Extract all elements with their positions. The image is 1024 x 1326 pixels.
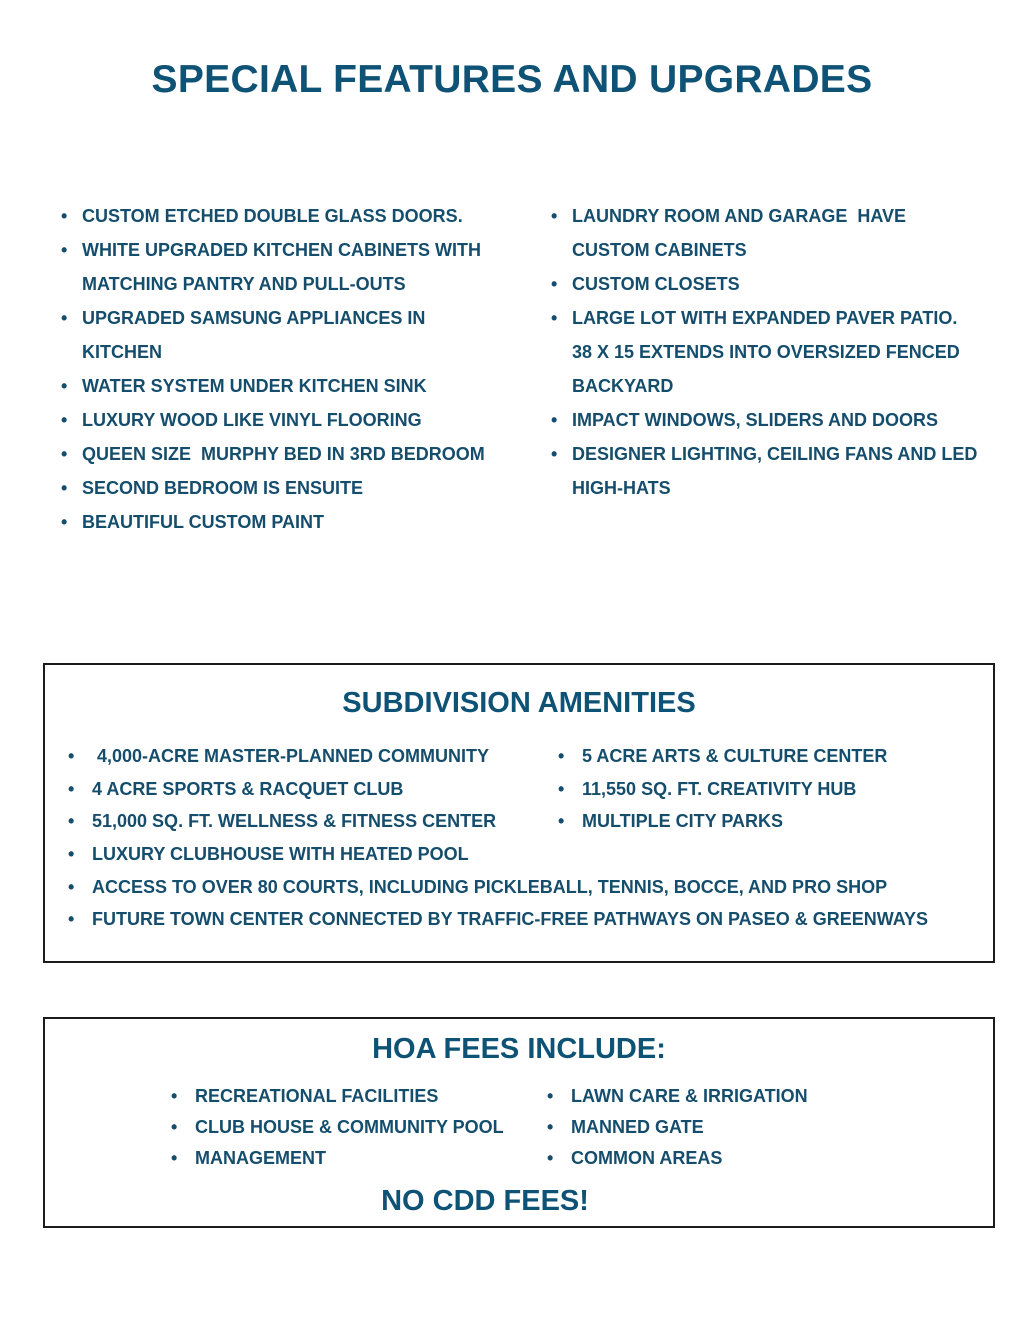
page-title: SPECIAL FEATURES AND UPGRADES	[151, 58, 873, 101]
bullet-icon: •	[61, 512, 68, 532]
bullet-icon: •	[61, 410, 68, 430]
hoa-item	[547, 1081, 808, 1112]
bullet-icon: •	[68, 811, 75, 832]
bullet-icon: •	[547, 1086, 554, 1106]
list-item-text: IMPACT WINDOWS, SLIDERS AND DOORS	[572, 410, 938, 430]
bullet-icon: •	[547, 1117, 554, 1137]
bullet-icon: •	[171, 1148, 178, 1168]
hoa-list-left	[171, 1081, 504, 1174]
list-item-text: RECREATIONAL FACILITIES	[195, 1086, 439, 1106]
bullet-icon: •	[171, 1117, 178, 1137]
list-item-text: 38 X 15 EXTENDS INTO OVERSIZED FENCED	[572, 342, 960, 362]
amenity-item	[68, 871, 928, 904]
list-item-text: ACCESS TO OVER 80 COURTS, INCLUDING PICKLEBALL, TENNIS, BOCCE, AND PRO SHOP	[92, 876, 888, 897]
hoa-title: HOA FEES INCLUDE:	[372, 1033, 666, 1065]
list-item-text: LAWN CARE & IRRIGATION	[571, 1086, 808, 1106]
list-item-text: BEAUTIFUL CUSTOM PAINT	[82, 512, 324, 532]
hoa-item	[547, 1112, 808, 1143]
list-item-text: MANAGEMENT	[195, 1148, 326, 1168]
bullet-icon: •	[171, 1086, 178, 1106]
list-item-text: SECOND BEDROOM IS ENSUITE	[82, 478, 364, 498]
bullet-icon: •	[68, 844, 75, 864]
amenity-item	[558, 740, 888, 773]
list-item-text: FUTURE TOWN CENTER CONNECTED BY TRAFFIC-FREE PATHWAYS ON PASEO & GREENWAYS	[92, 909, 929, 930]
amenity-item	[558, 773, 887, 806]
feature-item	[61, 233, 532, 301]
list-item-text: 5 ACRE ARTS & CULTURE CENTER	[582, 746, 888, 766]
list-item-text: MATCHING PANTRY AND PULL-OUTS	[82, 274, 406, 294]
bullet-icon: •	[551, 308, 558, 328]
feature-item	[61, 301, 532, 369]
feature-item	[551, 437, 1012, 505]
amenity-item	[558, 805, 887, 838]
amenity-item	[68, 838, 928, 871]
feature-item	[551, 301, 1012, 403]
bullet-icon: •	[547, 1148, 554, 1168]
bullet-icon: •	[61, 478, 68, 498]
list-item-text: LUXURY WOOD LIKE VINYL FLOORING	[82, 410, 422, 430]
list-item-text: CUSTOM CABINETS	[572, 240, 747, 260]
amenity-item	[68, 773, 496, 806]
bullet-icon: •	[551, 410, 558, 430]
list-item-text: MULTIPLE CITY PARKS	[582, 811, 784, 832]
amenity-item	[68, 805, 497, 838]
bullet-icon: •	[551, 206, 558, 226]
bullet-icon: •	[61, 444, 68, 464]
bullet-icon: •	[61, 308, 68, 328]
bullet-icon: •	[68, 909, 75, 930]
feature-item	[551, 267, 1012, 301]
list-item-text: WATER SYSTEM UNDER KITCHEN SINK	[82, 376, 427, 396]
bullet-icon: •	[558, 811, 565, 832]
bullet-icon: •	[61, 206, 68, 226]
list-item-text: MANNED GATE	[571, 1117, 704, 1137]
list-item-text: 51,000 SQ. FT. WELLNESS & FITNESS CENTER	[92, 811, 497, 832]
list-item-text: CUSTOM CLOSETS	[572, 274, 740, 294]
list-item-text: LAUNDRY ROOM AND GARAGE HAVE	[572, 206, 907, 226]
list-item-text: CLUB HOUSE & COMMUNITY POOL	[195, 1117, 504, 1137]
hoa-box	[43, 1017, 995, 1228]
amenities-list-left	[68, 740, 497, 838]
feature-item	[551, 199, 1012, 267]
list-item-text: LUXURY CLUBHOUSE WITH HEATED POOL	[92, 844, 469, 864]
hoa-item	[547, 1143, 808, 1174]
bullet-icon: •	[68, 746, 75, 766]
list-item-text: UPGRADED SAMSUNG APPLIANCES IN	[82, 308, 426, 328]
feature-item	[61, 199, 532, 233]
bullet-icon: •	[68, 778, 75, 799]
bullet-icon: •	[551, 274, 558, 294]
bullet-icon: •	[558, 778, 565, 799]
list-item-text: KITCHEN	[82, 342, 162, 362]
amenities-list-right	[558, 740, 888, 838]
list-item-text: 4,000-ACRE MASTER-PLANNED COMMUNITY	[92, 746, 490, 766]
hoa-list-right	[547, 1081, 808, 1174]
feature-item	[61, 505, 532, 539]
list-item-text: WHITE UPGRADED KITCHEN CABINETS WITH	[82, 240, 481, 260]
feature-item	[551, 403, 1012, 437]
amenities-list-full	[68, 838, 929, 936]
features-list-right	[551, 199, 1012, 505]
feature-item	[61, 471, 532, 505]
amenity-item	[68, 903, 929, 936]
amenity-item	[68, 740, 496, 773]
bullet-icon: •	[68, 876, 75, 897]
features-list-left	[61, 199, 532, 539]
list-item-text: DESIGNER LIGHTING, CEILING FANS AND LED	[572, 444, 978, 464]
bullet-icon: •	[61, 376, 68, 396]
bullet-icon: •	[558, 746, 565, 766]
hoa-item	[171, 1112, 504, 1143]
list-item-text: COMMON AREAS	[571, 1148, 723, 1168]
amenities-title: SUBDIVISION AMENITIES	[342, 687, 696, 719]
hoa-item	[171, 1143, 504, 1174]
feature-item	[61, 403, 532, 437]
feature-item	[61, 437, 532, 471]
list-item-text: CUSTOM ETCHED DOUBLE GLASS DOORS.	[82, 206, 463, 226]
list-item-text: QUEEN SIZE MURPHY BED IN 3RD BEDROOM	[82, 444, 485, 464]
hoa-item	[171, 1081, 504, 1112]
bullet-icon: •	[551, 444, 558, 464]
amenities-box	[43, 663, 995, 963]
list-item-text: 11,550 SQ. FT. CREATIVITY HUB	[582, 778, 857, 799]
no-cdd-fees-note: NO CDD FEES!	[381, 1185, 589, 1217]
list-item-text: BACKYARD	[572, 376, 674, 396]
list-item-text: HIGH-HATS	[572, 478, 671, 498]
feature-item	[61, 369, 532, 403]
bullet-icon: •	[61, 240, 68, 260]
list-item-text: 4 ACRE SPORTS & RACQUET CLUB	[92, 778, 404, 799]
list-item-text: LARGE LOT WITH EXPANDED PAVER PATIO.	[572, 308, 958, 328]
